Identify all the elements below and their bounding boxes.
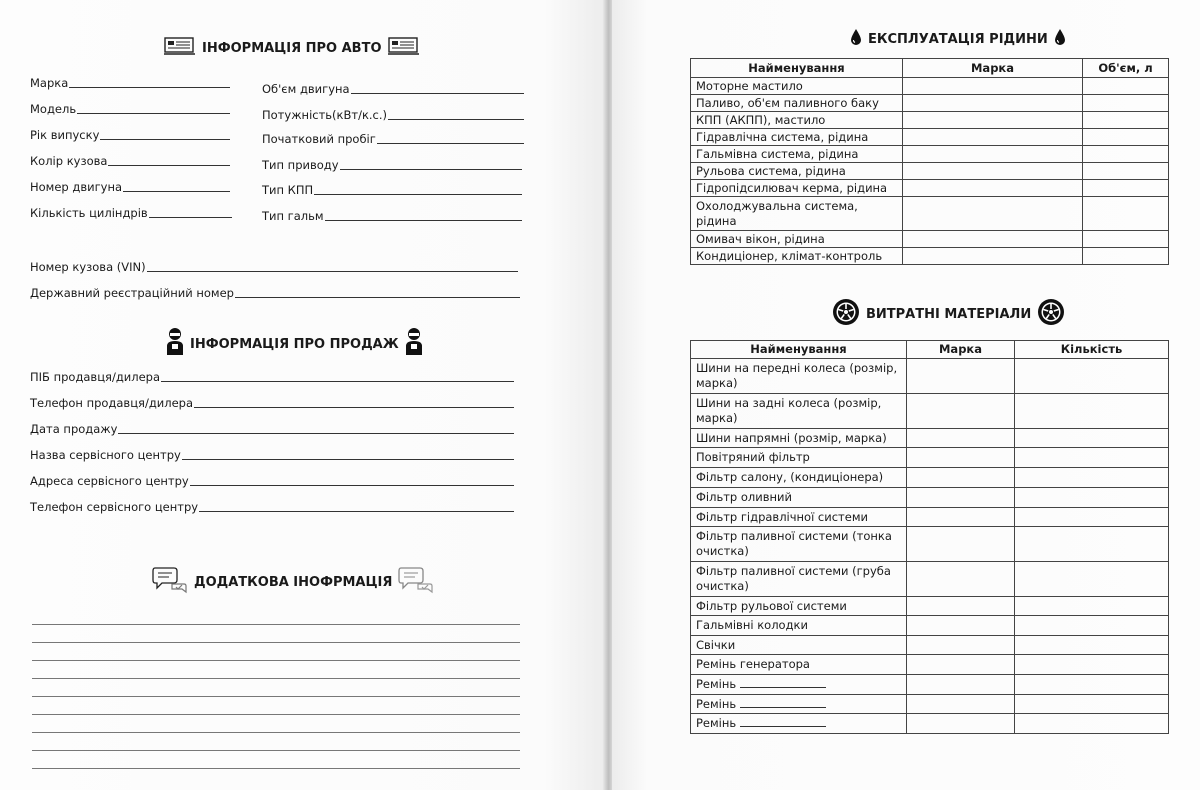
- fluids-heading: [850, 28, 1066, 50]
- brand-cell[interactable]: [903, 180, 1083, 197]
- field-plate-number[interactable]: [30, 284, 520, 300]
- table-row: [691, 95, 1169, 112]
- sale-info-heading: [166, 327, 423, 361]
- car-info-title: ІНФОРМАЦІЯ ПРО АВТО: [202, 40, 382, 56]
- table-row: [691, 248, 1169, 265]
- field-service-name[interactable]: [30, 446, 514, 462]
- input-line[interactable]: [100, 138, 230, 140]
- input-line[interactable]: [123, 190, 230, 192]
- quantity-cell[interactable]: [1015, 394, 1169, 429]
- consumables-table: [690, 340, 1169, 734]
- wheel-icon: [1037, 298, 1065, 330]
- input-line[interactable]: [161, 380, 514, 382]
- row-label: Фільтр салону, (кондиціонера): [691, 468, 907, 488]
- car-info-heading: [164, 36, 420, 60]
- field-gearbox-type[interactable]: [262, 181, 522, 197]
- input-line[interactable]: [340, 168, 522, 170]
- belt-type-line[interactable]: [740, 717, 826, 727]
- volume-cell[interactable]: [1083, 112, 1169, 129]
- quantity-cell[interactable]: [1015, 562, 1169, 597]
- fluids-title: ЕКСПЛУАТАЦІЯ РІДИНИ: [868, 31, 1048, 47]
- input-line[interactable]: [118, 432, 514, 434]
- brand-cell[interactable]: [903, 78, 1083, 95]
- quantity-cell[interactable]: [1015, 616, 1169, 636]
- quantity-cell[interactable]: [1015, 655, 1169, 675]
- brand-cell[interactable]: [907, 488, 1015, 508]
- brand-cell[interactable]: [907, 429, 1015, 448]
- brand-cell[interactable]: [907, 562, 1015, 597]
- quantity-cell[interactable]: [1015, 527, 1169, 562]
- brand-cell[interactable]: [907, 695, 1015, 714]
- table-row: [691, 597, 1169, 616]
- consumables-heading: [832, 298, 1065, 330]
- field-seller-phone[interactable]: [30, 394, 514, 410]
- input-line[interactable]: [388, 118, 524, 120]
- input-line[interactable]: [351, 92, 524, 94]
- field-label: Модель: [30, 102, 77, 116]
- field-seller-name[interactable]: [30, 368, 514, 384]
- row-label: Свічки: [691, 636, 907, 655]
- field-label: Дата продажу: [30, 422, 118, 436]
- field-label: Рік випуску: [30, 128, 100, 142]
- row-label-text: Ремінь: [696, 696, 737, 711]
- quantity-cell[interactable]: [1015, 636, 1169, 655]
- volume-cell[interactable]: [1083, 129, 1169, 146]
- row-label: Омивач вікон, рідина: [691, 231, 903, 248]
- brand-cell[interactable]: [907, 527, 1015, 562]
- volume-cell[interactable]: [1083, 95, 1169, 112]
- brand-cell[interactable]: [907, 655, 1015, 675]
- brand-cell[interactable]: [907, 636, 1015, 655]
- brand-cell[interactable]: [907, 468, 1015, 488]
- table-row: [691, 636, 1169, 655]
- field-power[interactable]: [262, 106, 524, 122]
- row-label: КПП (АКПП), мастило: [691, 112, 903, 129]
- brand-cell[interactable]: [903, 129, 1083, 146]
- quantity-cell[interactable]: [1015, 675, 1169, 695]
- table-row: [691, 359, 1169, 394]
- row-label-text: Ремінь: [696, 716, 737, 730]
- brand-cell[interactable]: [903, 95, 1083, 112]
- input-line[interactable]: [149, 216, 232, 218]
- column-header: Найменування: [691, 341, 907, 359]
- brand-cell[interactable]: [903, 163, 1083, 180]
- field-engine-number[interactable]: [30, 178, 230, 194]
- sale-info-title: ІНФОРМАЦІЯ ПРО ПРОДАЖ: [190, 336, 399, 352]
- table-header-row: [691, 59, 1169, 78]
- table-row: [691, 197, 1169, 231]
- field-label: Тип приводу: [262, 158, 339, 172]
- field-label: Державний реєстраційний номер: [30, 286, 234, 300]
- row-label: Фільтр гідравлічної системи: [691, 508, 907, 527]
- fluids-table: [690, 58, 1169, 265]
- row-label: [691, 675, 907, 695]
- brand-cell[interactable]: [903, 231, 1083, 248]
- table-row: [691, 714, 1169, 734]
- mechanic-icon: [166, 327, 184, 361]
- note-line[interactable]: [32, 768, 520, 769]
- field-drive-type[interactable]: [262, 156, 522, 172]
- quantity-cell[interactable]: [1015, 468, 1169, 488]
- field-label: Телефон сервісного центру: [30, 500, 199, 514]
- field-engine-volume[interactable]: [262, 80, 524, 96]
- quantity-cell[interactable]: [1015, 695, 1169, 714]
- field-service-address[interactable]: [30, 472, 514, 488]
- row-label: Гальмівна система, рідина: [691, 146, 903, 163]
- quantity-cell[interactable]: [1015, 429, 1169, 448]
- brand-cell[interactable]: [907, 714, 1015, 734]
- field-label: Потужність(кВт/к.с.): [262, 108, 388, 122]
- field-label: Марка: [30, 76, 69, 90]
- field-label: Номер двигуна: [30, 180, 123, 194]
- brand-cell[interactable]: [907, 394, 1015, 429]
- field-label: ПІБ продавця/дилера: [30, 370, 161, 384]
- brand-cell[interactable]: [907, 448, 1015, 468]
- column-header: Кількість: [1015, 341, 1169, 359]
- field-model[interactable]: [30, 100, 230, 116]
- field-initial-mileage[interactable]: [262, 130, 524, 146]
- field-label: Номер кузова (VIN): [30, 260, 146, 274]
- field-sale-date[interactable]: [30, 420, 514, 436]
- quantity-cell[interactable]: [1015, 508, 1169, 527]
- input-line[interactable]: [194, 406, 514, 408]
- field-label: Об'єм двигуна: [262, 82, 350, 96]
- row-label: Охолоджувальна система, рідина: [691, 197, 903, 231]
- extra-info-heading: [152, 565, 434, 599]
- input-line[interactable]: [235, 296, 520, 298]
- table-row: [691, 163, 1169, 180]
- row-label: Фільтр паливної системи (тонка очистка): [691, 527, 907, 562]
- consumables-title: ВИТРАТНІ МАТЕРІАЛИ: [866, 306, 1032, 322]
- volume-cell[interactable]: [1083, 248, 1169, 265]
- table-row: [691, 112, 1169, 129]
- field-label: Колір кузова: [30, 154, 108, 168]
- field-label: Телефон продавця/дилера: [30, 396, 194, 410]
- quantity-cell[interactable]: [1015, 448, 1169, 468]
- brand-cell[interactable]: [903, 146, 1083, 163]
- note-line[interactable]: [32, 642, 520, 643]
- note-line[interactable]: [32, 696, 520, 697]
- right-page: [612, 0, 1200, 790]
- mechanic-icon: [405, 327, 423, 361]
- field-label: Адреса сервісного центру: [30, 474, 189, 488]
- table-row: [691, 675, 1169, 695]
- input-line[interactable]: [182, 458, 514, 460]
- row-label: Гідравлічна система, рідина: [691, 129, 903, 146]
- row-label: Ремінь генератора: [691, 655, 907, 675]
- belt-type-line[interactable]: [740, 678, 826, 688]
- column-header: Об'єм, л: [1083, 59, 1169, 78]
- brand-cell[interactable]: [907, 616, 1015, 636]
- chat-bubbles-icon: [398, 565, 434, 599]
- input-line[interactable]: [325, 219, 522, 221]
- table-row: [691, 448, 1169, 468]
- input-line[interactable]: [314, 193, 522, 195]
- row-label: Шини на задні колеса (розмір, марка): [691, 394, 907, 429]
- belt-type-line[interactable]: [740, 698, 826, 708]
- extra-info-title: ДОДАТКОВА ІНОФРМАЦІЯ: [194, 574, 393, 590]
- note-line[interactable]: [32, 678, 520, 679]
- quantity-cell[interactable]: [1015, 714, 1169, 734]
- input-line[interactable]: [190, 484, 514, 486]
- table-row: [691, 508, 1169, 527]
- row-label: Шини напрямні (розмір, марка): [691, 429, 907, 448]
- field-service-phone[interactable]: [30, 498, 514, 514]
- oil-drop-icon: [850, 28, 862, 50]
- note-line[interactable]: [32, 732, 520, 733]
- table-row: [691, 562, 1169, 597]
- table-row: [691, 429, 1169, 448]
- note-line[interactable]: [32, 750, 520, 751]
- volume-cell[interactable]: [1083, 78, 1169, 95]
- input-line[interactable]: [377, 142, 524, 144]
- row-label: Кондиціонер, клімат-контроль: [691, 248, 903, 265]
- input-line[interactable]: [108, 164, 230, 166]
- field-label: Початковий пробіг: [262, 132, 376, 146]
- input-line[interactable]: [77, 112, 230, 114]
- brand-cell[interactable]: [907, 597, 1015, 616]
- row-label: Фільтр рульової системи: [691, 597, 907, 616]
- field-label: Тип гальм: [262, 209, 324, 223]
- field-year[interactable]: [30, 126, 230, 142]
- table-row: [691, 146, 1169, 163]
- row-label: [691, 695, 907, 714]
- quantity-cell[interactable]: [1015, 488, 1169, 508]
- car-document-icon: [164, 36, 196, 60]
- table-row: [691, 527, 1169, 562]
- row-label: Фільтр оливний: [691, 488, 907, 508]
- row-label: Рульова система, рідина: [691, 163, 903, 180]
- brand-cell[interactable]: [907, 508, 1015, 527]
- car-document-icon: [388, 36, 420, 60]
- note-line[interactable]: [32, 624, 520, 625]
- oil-drop-icon: [1054, 28, 1066, 50]
- row-label-text: Ремінь: [696, 677, 737, 691]
- field-cylinders[interactable]: [30, 204, 232, 220]
- table-row: [691, 468, 1169, 488]
- quantity-cell[interactable]: [1015, 597, 1169, 616]
- table-row: [691, 231, 1169, 248]
- row-label: Паливо, об'єм паливного баку: [691, 95, 903, 112]
- brand-cell[interactable]: [903, 112, 1083, 129]
- table-row: [691, 488, 1169, 508]
- row-label: Фільтр паливної системи (груба очистка): [691, 562, 907, 597]
- volume-cell[interactable]: [1083, 163, 1169, 180]
- table-row: [691, 129, 1169, 146]
- volume-cell[interactable]: [1083, 146, 1169, 163]
- row-label: Гальмівні колодки: [691, 616, 907, 636]
- input-line[interactable]: [147, 270, 518, 272]
- field-label: Тип КПП: [262, 183, 314, 197]
- volume-cell[interactable]: [1083, 197, 1169, 231]
- row-label: [691, 714, 907, 734]
- table-row: [691, 394, 1169, 429]
- field-vin[interactable]: [30, 258, 518, 274]
- wheel-icon: [832, 298, 860, 330]
- table-row: [691, 78, 1169, 95]
- row-label: Повітряний фільтр: [691, 448, 907, 468]
- field-brand[interactable]: [30, 74, 230, 90]
- volume-cell[interactable]: [1083, 231, 1169, 248]
- input-line[interactable]: [69, 86, 230, 88]
- field-brakes-type[interactable]: [262, 207, 522, 223]
- table-header-row: [691, 341, 1169, 359]
- note-line[interactable]: [32, 660, 520, 661]
- table-row: [691, 655, 1169, 675]
- field-color[interactable]: [30, 152, 230, 168]
- column-header: Найменування: [691, 59, 903, 78]
- field-label: Назва сервісного центру: [30, 448, 181, 462]
- table-row: [691, 616, 1169, 636]
- row-label: Гідропідсилювач керма, рідина: [691, 180, 903, 197]
- table-row: [691, 180, 1169, 197]
- column-header: Марка: [907, 341, 1015, 359]
- note-line[interactable]: [32, 714, 520, 715]
- brand-cell[interactable]: [907, 675, 1015, 695]
- row-label: Шини на передні колеса (розмір, марка): [691, 359, 907, 394]
- volume-cell[interactable]: [1083, 180, 1169, 197]
- brand-cell[interactable]: [903, 197, 1083, 231]
- chat-bubbles-icon: [152, 565, 188, 599]
- quantity-cell[interactable]: [1015, 359, 1169, 394]
- field-label: Кількість циліндрів: [30, 206, 148, 220]
- table-row: [691, 695, 1169, 714]
- brand-cell[interactable]: [907, 359, 1015, 394]
- row-label: Моторне мастило: [691, 78, 903, 95]
- brand-cell[interactable]: [903, 248, 1083, 265]
- input-line[interactable]: [199, 510, 514, 512]
- column-header: Марка: [903, 59, 1083, 78]
